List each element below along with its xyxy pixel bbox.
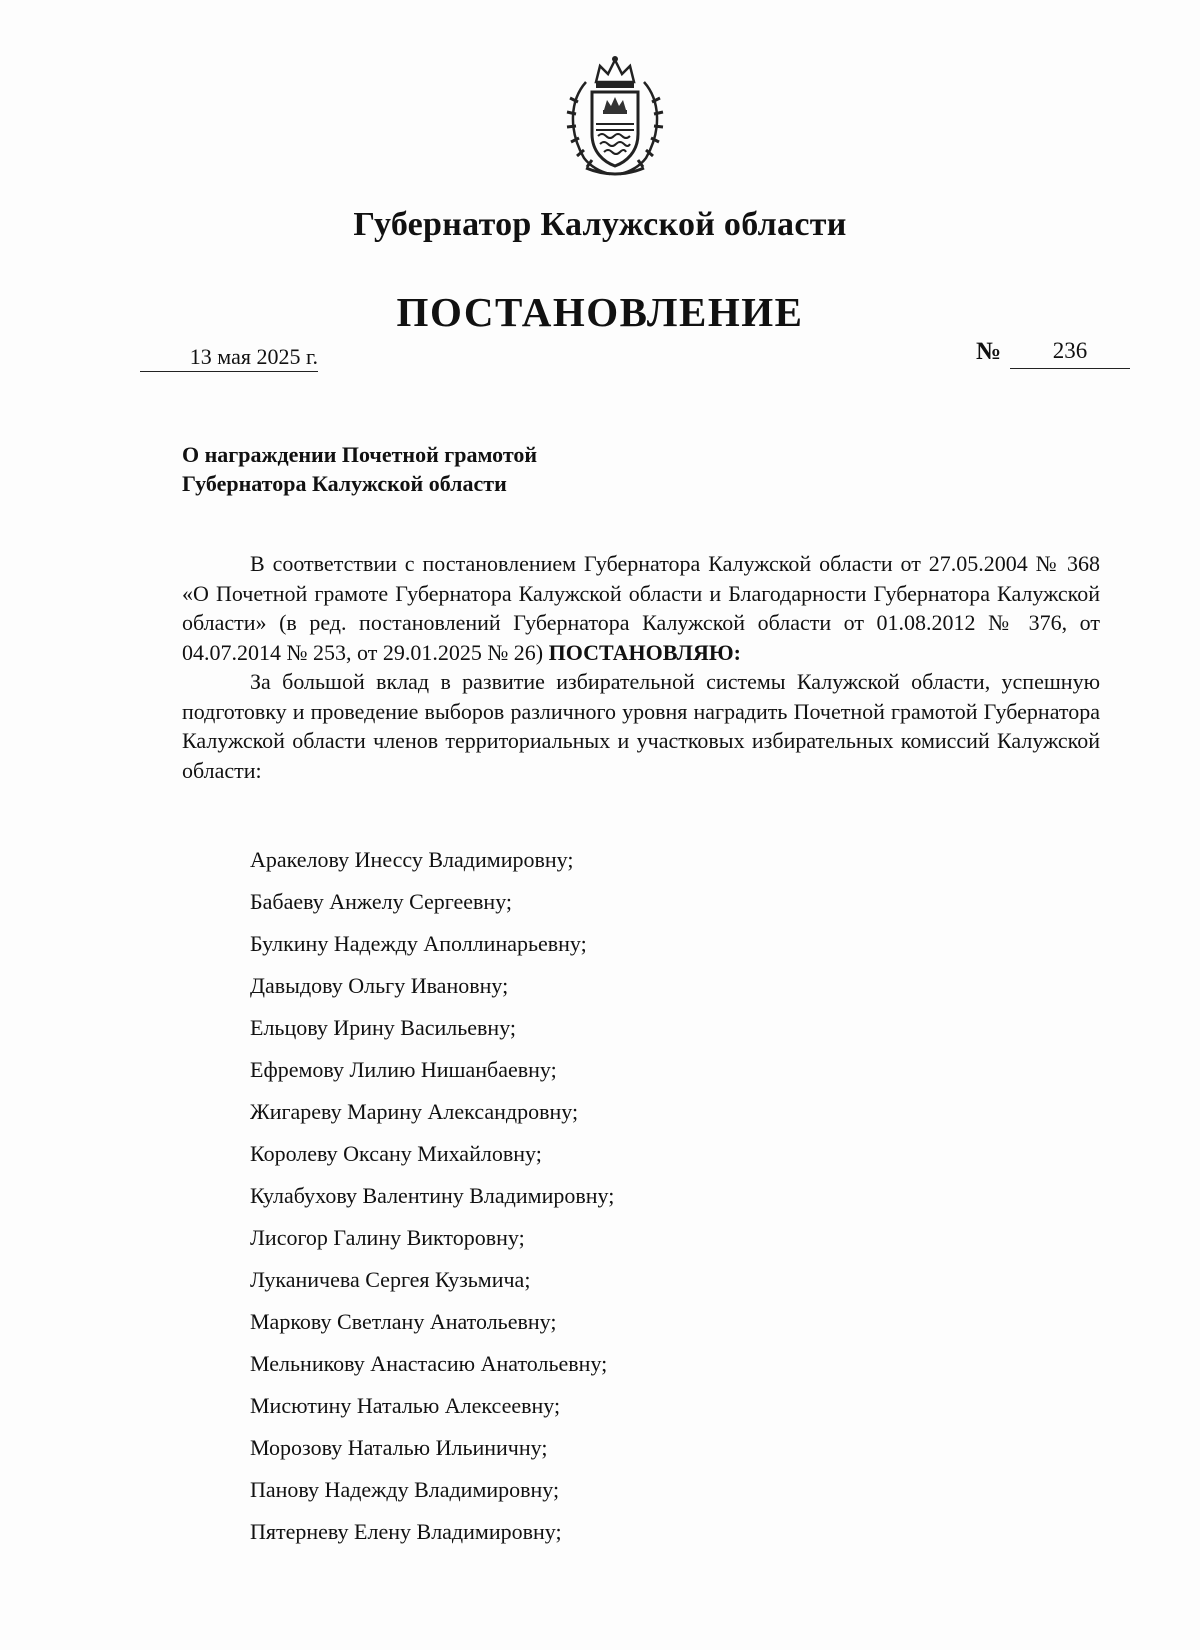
- awardee-item: Аракелову Инессу Владимировну;: [250, 847, 574, 872]
- body-paragraph-award: За большой вклад в развитие избирательной системы Калужской области, успешную подготовку и проведение выборов различного уровня наградить Почетной грамотой Губернатора Калужской области членов территориальных и участковых избирательных комиссий Калужской области:: [182, 669, 1100, 783]
- awardee-list: [250, 839, 614, 1553]
- awardee-item: Кулабухову Валентину Владимировну;: [250, 1183, 615, 1208]
- awardee-item: Давыдову Ольгу Ивановну;: [250, 973, 509, 998]
- subject-line-2: Губернатора Калужской области: [182, 471, 507, 496]
- awardee-item: Панову Надежду Владимировну;: [250, 1477, 560, 1502]
- awardee-item: Мисютину Наталью Алексеевну;: [250, 1393, 561, 1418]
- document-subject: [182, 440, 537, 498]
- awardee-item: Луканичева Сергея Кузьмича;: [250, 1267, 531, 1292]
- awardee-item: Морозову Наталью Ильиничну;: [250, 1435, 548, 1460]
- awardee-item: Ельцову Ирину Васильевну;: [250, 1015, 517, 1040]
- decree-word: ПОСТАНОВЛЯЮ:: [548, 639, 741, 665]
- awardee-item: Ефремову Лилию Нишанбаевну;: [250, 1057, 557, 1082]
- awardee-item: Булкину Надежду Аполлинарьевну;: [250, 931, 587, 956]
- issuing-authority: Губернатор Калужской области: [353, 206, 847, 243]
- awardee-item: Бабаеву Анжелу Сергеевну;: [250, 889, 513, 914]
- document-type-title: ПОСТАНОВЛЕНИЕ: [396, 289, 804, 335]
- document-body: [182, 549, 1100, 785]
- document-number-label: №: [976, 338, 1002, 365]
- awardee-item: Мельникову Анастасию Анатольевну;: [250, 1351, 608, 1376]
- body-paragraph-legal-basis: [182, 549, 1100, 667]
- subject-line-1: О награждении Почетной грамотой: [182, 442, 538, 467]
- awardee-item: Королеву Оксану Михайловну;: [250, 1141, 542, 1166]
- awardee-item: Пятерневу Елену Владимировну;: [250, 1519, 562, 1544]
- legal-basis-text: В соответствии с постановлением Губернатора Калужской области от 27.05.2004 № 368 «О Почетной грамоте Губернатора Калужской области и Благодарности Губернатора Калужской области» (в ред. постановлений Губернатора Калужской области от 01.08.2012 № 376, от 04.07.2014 № 253, от 29.01.2025 № 26): [182, 551, 1100, 665]
- coat-of-arms-icon: [556, 52, 674, 178]
- document-date: 13 мая 2025 г.: [140, 344, 318, 372]
- awardee-item: Жигареву Марину Александровну;: [250, 1099, 579, 1124]
- awardee-item: Лисогор Галину Викторовну;: [250, 1225, 525, 1250]
- document-number: 236: [1010, 338, 1130, 369]
- awardee-item: Маркову Светлану Анатольевну;: [250, 1309, 557, 1334]
